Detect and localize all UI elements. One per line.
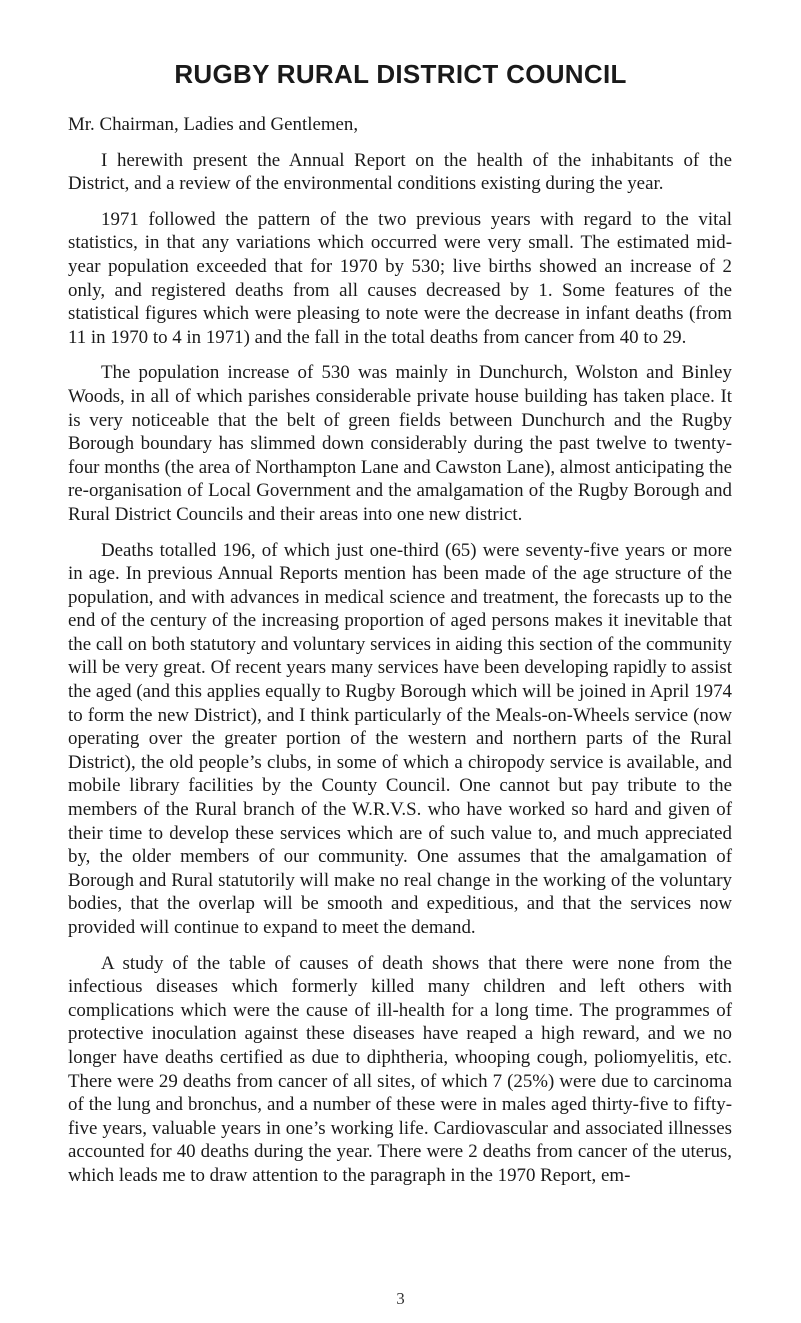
page-number: 3 [396,1289,405,1308]
paragraph-deaths-and-aged: Deaths totalled 196, of which just one-third (65) were seventy-five years or more in age. In previous Annual Reports mention has been made of the age structure of the population, and with advances in medical science and treatment, the forecasts up to the end of the century of the increasing proportion of aged persons makes it inevitable that the call on both statutory and voluntary services in aiding this section of the community will be very great. Of recent years many services have been developing rapidly to assist the aged (and this applies equally to Rugby Borough which will be joined in April 1974 to form the new District), and I think particularly of the Meals-on-Wheels service (now operating over the greater portion of the western and northern parts of the Rural District), the old people’s clubs, in some of which a chiropody service is available, and mobile library facilities by the County Council. One cannot but pay tribute to the members of the Rural branch of the W.R.V.S. who have worked so hard and given of their time to develop these services which are of such value to, and much appreciated by, the older members of our community. One assumes that the amalgamation of Borough and Rural statutorily will make no real change in the working of the voluntary bodies, that the overlap will be smooth and expeditious, and that the services now provided will continue to expand to meet the demand. [68,539,732,938]
paragraph-introduction: I herewith present the Annual Report on the health of the inhabitants of the District, and a review of the environmental conditions existing during the year. [68,149,732,195]
report-body [68,113,732,1200]
paragraph-causes-of-death: A study of the table of causes of death shows that there were none from the infectious diseases which formerly killed many children and left others with complications which were the cause of ill-health for a long time. The programmes of protective inoculation against these diseases have reaped a high reward, and we no longer have deaths certified as due to diphtheria, whooping cough, poliomyelitis, etc. There were 29 deaths from cancer of all sites, of which 7 (25%) were due to carcinoma of the lung and bronchus, and a number of these were in males aged thirty-five to fifty-five years, valuable years in one’s working life. Cardiovascular and associated illnesses accounted for 40 deaths during the year. There were 2 deaths from cancer of the uterus, which leads me to draw attention to the paragraph in the 1970 Report, em- [68,952,732,1186]
document-title: RUGBY RURAL DISTRICT COUNCIL [174,59,627,89]
salutation: Mr. Chairman, Ladies and Gentlemen, [68,114,359,135]
paragraph-vital-statistics: 1971 followed the pattern of the two previous years with regard to the vital statistics, in that any variations which occurred were very small. The estimated mid-year population exceeded that for 1970 by 530; live births showed an increase of 2 only, and registered deaths from all causes decreased by 1. Some features of the statistical figures which were pleasing to note were the decrease in infant deaths (from 11 in 1970 to 4 in 1971) and the fall in the total deaths from cancer from 40 to 29. [68,208,732,348]
paragraph-population-increase: The population increase of 530 was mainly in Dunchurch, Wolston and Binley Woods, in all of which parishes considerable private house building has taken place. It is very noticeable that the belt of green fields between Dunchurch and the Rugby Borough boundary has slimmed down considerably during the past twelve to twenty-four months (the area of Northampton Lane and Cawston Lane), almost anticipating the re-organisation of Local Government and the amalgamation of the Rugby Borough and Rural District Councils and their areas into one new district. [68,362,732,525]
